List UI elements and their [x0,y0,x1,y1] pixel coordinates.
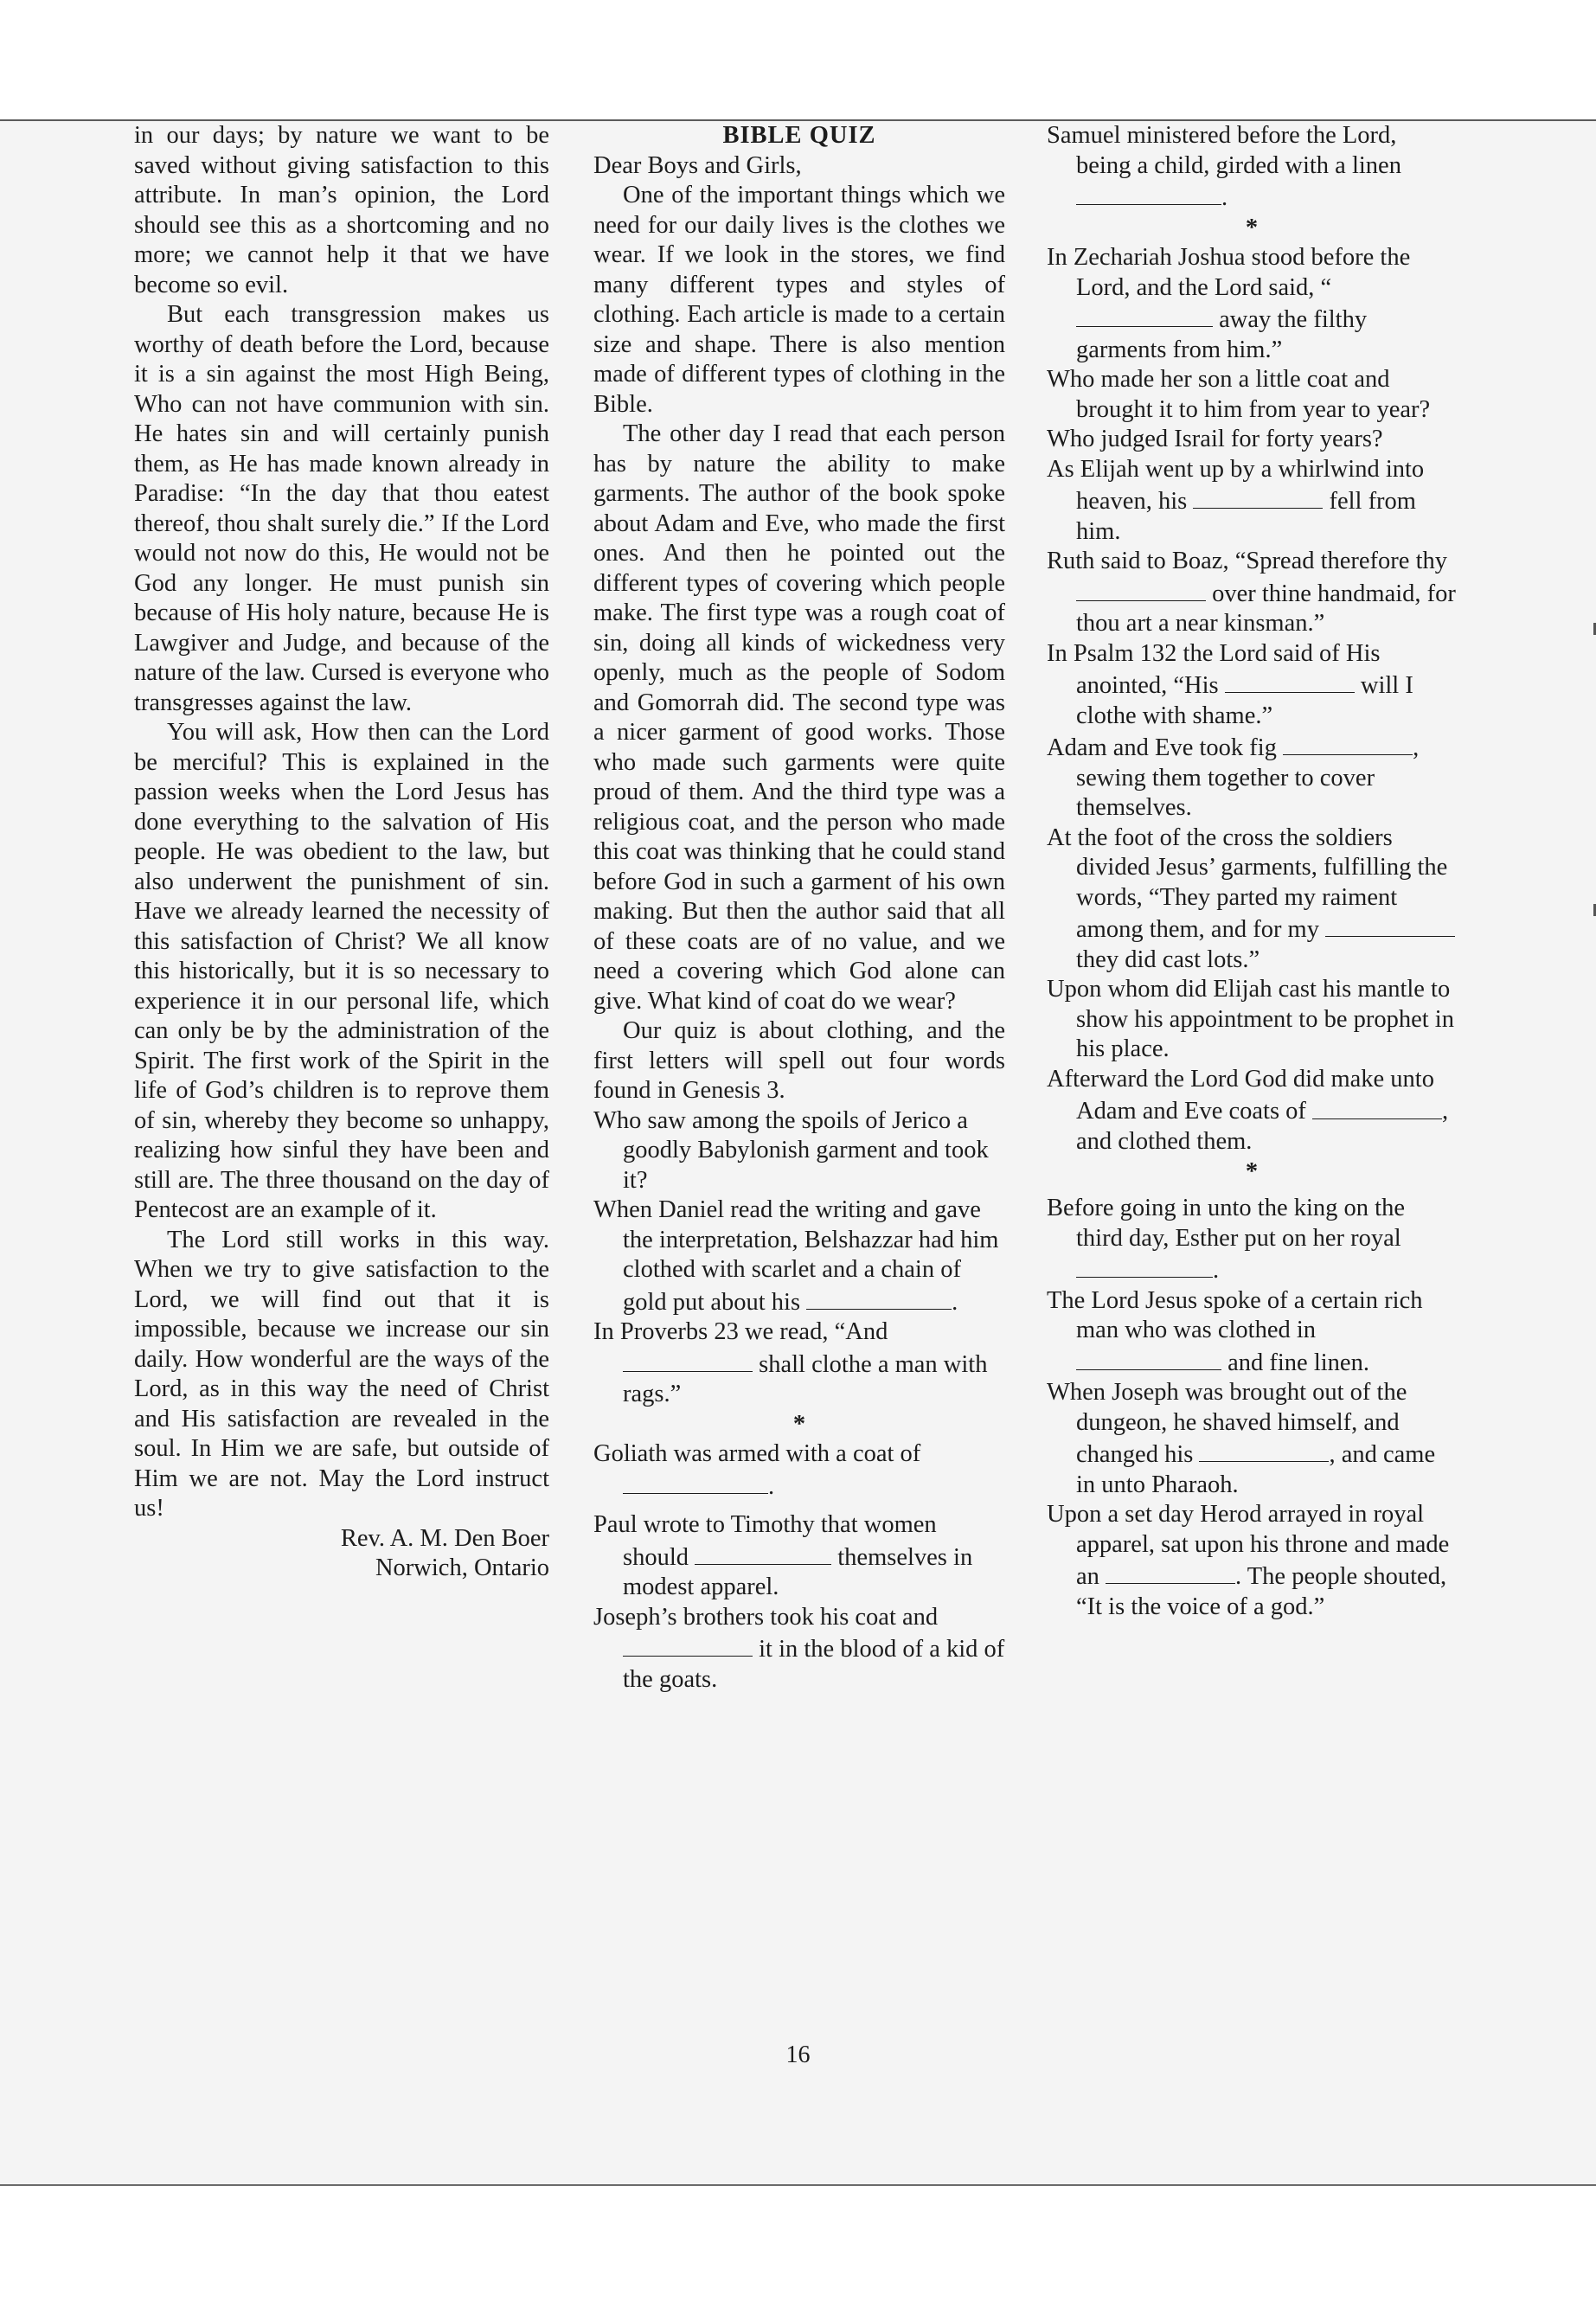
quiz-question: The Lord Jesus spoke of a certain rich man who was clothed in and fine linen. [1047,1286,1423,1376]
quiz-question: Goliath was armed with a coat of . [593,1440,921,1500]
article-paragraph: The Lord still works in this way. When we try to give satisfaction to the Lord, we will find out that it is impossible, because we increase our sin daily. How wonderful are the ways of the Lord, as in this way the need of Christ and His satisfaction are revealed in the soul. In Him we are safe, but outside of Him we are not. May the Lord instruct us! [134,1226,549,1522]
quiz-column-2 [1047,121,1457,1622]
answer-blank [1325,913,1455,937]
article-paragraph: in our days; by nature we want to be saved without giving satisfaction to this attribute. In man’s opinion, the Lord should see this as a shortcoming and no more; we cannot help it that we have become so evil. [134,122,549,298]
answer-blank [1225,669,1355,693]
quiz-question: In Proverbs 23 we read, “And shall clothe a man with rags.” [593,1318,988,1408]
quiz-question: Ruth said to Boaz, “Spread therefore thy over thine handmaid, for thou art a near kinsman.” [1047,548,1456,638]
quiz-question: When Joseph was brought out of the dungeon, he shaved himself, and changed his , and came in unto Pharaoh. [1047,1379,1436,1498]
quiz-question: Upon a set day Herod arrayed in royal apparel, sat upon his throne and made an . The people shouted, “It is the voice of a god.” [1047,1501,1450,1620]
quiz-question: Who saw among the spoils of Jerico a goodly Babylonish garment and took it? [593,1106,989,1194]
page-number: 16 [785,2041,811,2068]
answer-blank [695,1541,831,1565]
quiz-question: Adam and Eve took fig , sewing them together to cover themselves. [1047,731,1457,824]
answer-blank [1076,1346,1221,1370]
answer-blank [1076,181,1221,205]
section-separator: * [1245,214,1259,241]
answer-blank [806,1285,952,1310]
quiz-question: Afterward the Lord God did make unto Adam and Eve coats of , and clothed them. [1047,1065,1449,1155]
quiz-question: In Psalm 132 the Lord said of His anointed, “His will I clothe with shame.” [1047,639,1413,729]
answer-blank [623,1632,753,1657]
answer-blank [1106,1560,1235,1584]
quiz-column-1 [593,121,1005,1695]
quiz-question: Samuel ministered before the Lord, being a child, girded with a linen . [1047,122,1401,212]
quiz-question: At the foot of the cross the soldiers divided Jesus’ garments, fulfilling the words, “They parted my raiment among them, and for my they did cast lots.” [1047,824,1457,976]
quiz-question: As Elijah went up by a whirlwind into heaven, his fell from him. [1047,455,1425,545]
quiz-question: Joseph’s brothers took his coat and it in the blood of a kid of the goats. [593,1603,1005,1693]
quiz-title: BIBLE QUIZ [722,122,876,149]
quiz-question: Before going in unto the king on the third day, Esther put on her royal . [1047,1195,1405,1285]
answer-blank [1076,577,1206,601]
section-separator: * [792,1410,806,1438]
quiz-question: Who judged Israil for forty years? [1047,426,1383,453]
quiz-intro: Our quiz is about clothing, and the first letters will spell out four words found in Genesis 3. [593,1017,1005,1104]
quiz-intro: The other day I read that each person has by nature the ability to make garments. The author of the book spoke about Adam and Eve, who made the first ones. And then he pointed out the different types of covering which people make. The first type was a rough coat of sin, doing all kinds of wickedness very openly, much as the people of Sodom and Gomorrah did. The second type was a nicer garment of good works. Those who made such garments were quite proud of them. And the third type was a religious coat, and the person who made this coat was thinking that he could stand before God in such a garment of his own making. But then the author said that all of these coats are of no value, and we need a covering which God alone can give. What kind of coat do we wear? [593,420,1005,1015]
answer-blank [1193,484,1323,509]
answer-blank [1312,1094,1442,1118]
article-paragraph: But each transgression makes us worthy of death before the Lord, because it is a sin against the most High Being, Who can not have communion with sin. He hates sin and will certainly punish them, as He has made known already in Paradise: “In the day that thou eatest thereof, thou shalt surely die.” If the Lord would not now do this, He would not be God any longer. He must punish sin because of His holy nature, because He is Lawgiver and Judge, and because of the nature of the law. Cursed is everyone who transgresses against the law. [134,301,549,716]
quiz-question: When Daniel read the writing and gave the interpretation, Belshazzar had him clothed with scarlet and a chain of gold put about his . [593,1196,999,1316]
article-column [134,121,549,1584]
quiz-question: Who made her son a little coat and brought it to him from year to year? [1047,366,1431,423]
answer-blank [623,1470,768,1494]
answer-blank [623,1348,753,1372]
quiz-intro: One of the important things which we need for our daily lives is the clothes we wear. If we look in the stores, we find many different types and styles of clothing. Each article is made to a certain size and shape. There is also mention made of different types of clothing in the Bible. [593,182,1005,418]
answer-blank [1199,1438,1329,1462]
quiz-question: In Zechariah Joshua stood before the Lord, and the Lord said, “ away the filthy garments from him.” [1047,244,1411,363]
signature-name: Rev. A. M. Den Boer [340,1524,549,1552]
quiz-salutation: Dear Boys and Girls, [593,151,802,179]
answer-blank [1076,303,1213,327]
answer-blank [1283,731,1413,755]
article-paragraph: You will ask, How then can the Lord be merciful? This is explained in the passion weeks when the Lord Jesus has done everything to the salvation of His people. He was obedient to the law, but also underwent the punishment of sin. Have we already learned the necessity of this satisfaction of Christ? We all know this historically, but it is so necessary to experience it in our personal life, which can only be by the administration of the Spirit. The first work of the Spirit in the life of God’s children is to reprove them of sin, whereby they become so unhappy, realizing how sinful they have been and still are. The three thousand on the day of Pentecost are an example of it. [134,719,549,1223]
section-separator: * [1245,1157,1259,1185]
answer-blank [1076,1253,1213,1278]
quiz-question: Paul wrote to Timothy that women should themselves in modest apparel. [593,1511,973,1601]
signature-place: Norwich, Ontario [375,1554,549,1581]
quiz-question: Upon whom did Elijah cast his mantle to show his appointment to be prophet in his place. [1047,976,1454,1063]
